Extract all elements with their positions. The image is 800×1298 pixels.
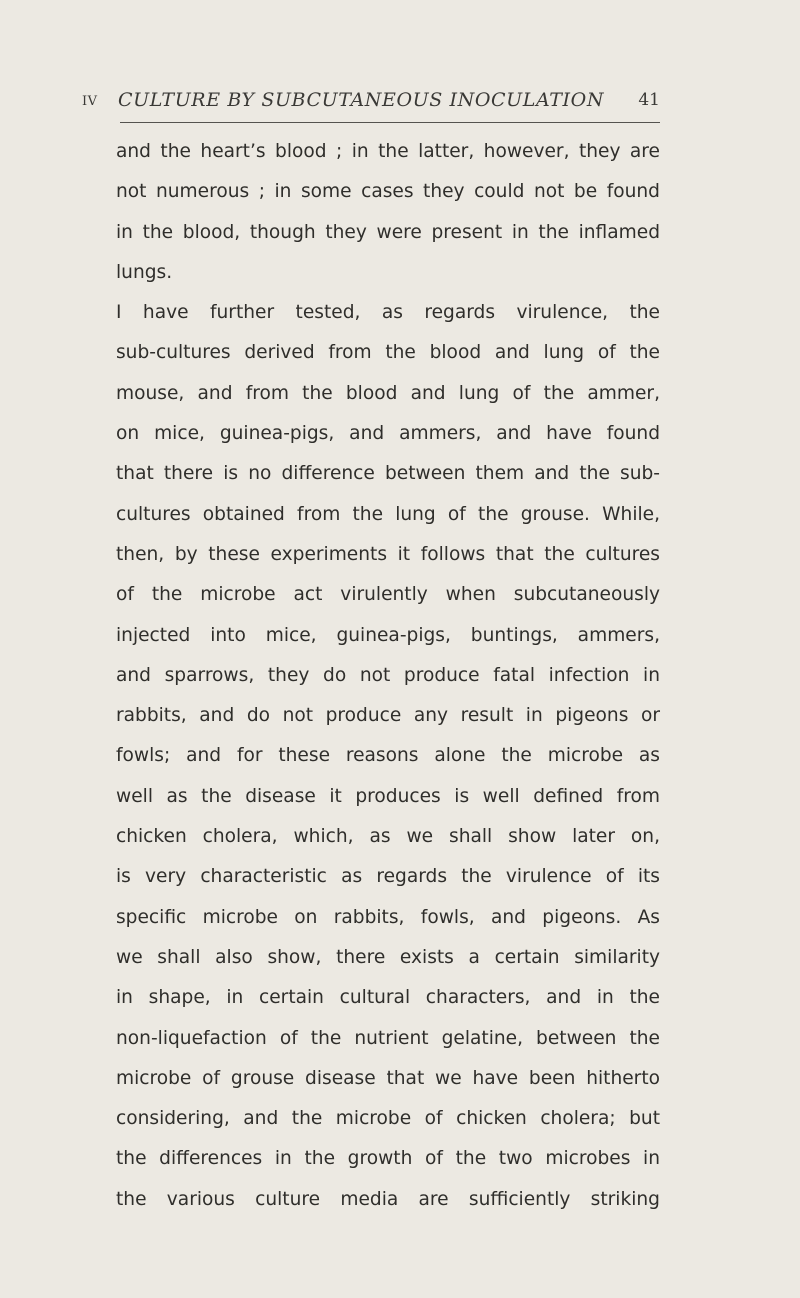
text-line: well as the disease it produces is well defined from (116, 785, 660, 807)
text-line: chicken cholera, which, as we shall show later on, (116, 826, 660, 848)
text-line: rabbits, and do not produce any result in pigeons or (116, 705, 660, 727)
text-line: cultures obtained from the lung of the grouse. While, (116, 503, 660, 525)
body-text (116, 132, 660, 1220)
text-line: and sparrows, they do not produce fatal infection in (116, 664, 660, 686)
running-head (82, 82, 660, 116)
text-line: I have further tested, as regards virulence, the (116, 302, 660, 324)
text-line: of the microbe act virulently when subcutaneously (116, 584, 660, 606)
text-line: then, by these experiments it follows that the cultures (116, 543, 660, 565)
chapter-numeral: IV (82, 94, 98, 109)
text-line: and the heart’s blood ; in the latter, however, they are (116, 141, 660, 162)
text-line: we shall also show, there exists a certain similarity (116, 946, 660, 968)
text-line: that there is no difference between them and the sub- (116, 463, 660, 485)
text-line: is very characteristic as regards the virulence of its (116, 866, 660, 888)
text-line: sub-cultures derived from the blood and lung of the (116, 342, 660, 364)
text-line: microbe of grouse disease that we have been hitherto (116, 1067, 660, 1089)
text-line: on mice, guinea-pigs, and ammers, and have found (116, 423, 660, 445)
text-line: specific microbe on rabbits, fowls, and pigeons. As (116, 906, 660, 928)
text-line: mouse, and from the blood and lung of the ammer, (116, 382, 660, 404)
running-title: CULTURE BY SUBCUTANEOUS INOCULATION (118, 89, 605, 111)
text-line: not numerous ; in some cases they could not be found (116, 181, 660, 203)
text-line: lungs. (116, 261, 173, 283)
text-line: the various culture media are sufficiently striking (116, 1188, 660, 1210)
text-line: fowls; and for these reasons alone the microbe as (116, 745, 660, 767)
text-line: in shape, in certain cultural characters, and in the (116, 987, 660, 1009)
text-line: injected into mice, guinea-pigs, buntings, ammers, (116, 624, 660, 646)
page-number: 41 (638, 90, 660, 110)
header-rule (120, 122, 660, 123)
text-line: the differences in the growth of the two microbes in (116, 1148, 660, 1170)
text-line: considering, and the microbe of chicken cholera; but (116, 1108, 660, 1130)
text-line: non-liquefaction of the nutrient gelatine, between the (116, 1027, 660, 1049)
text-line: in the blood, though they were present in the inflamed (116, 221, 660, 243)
